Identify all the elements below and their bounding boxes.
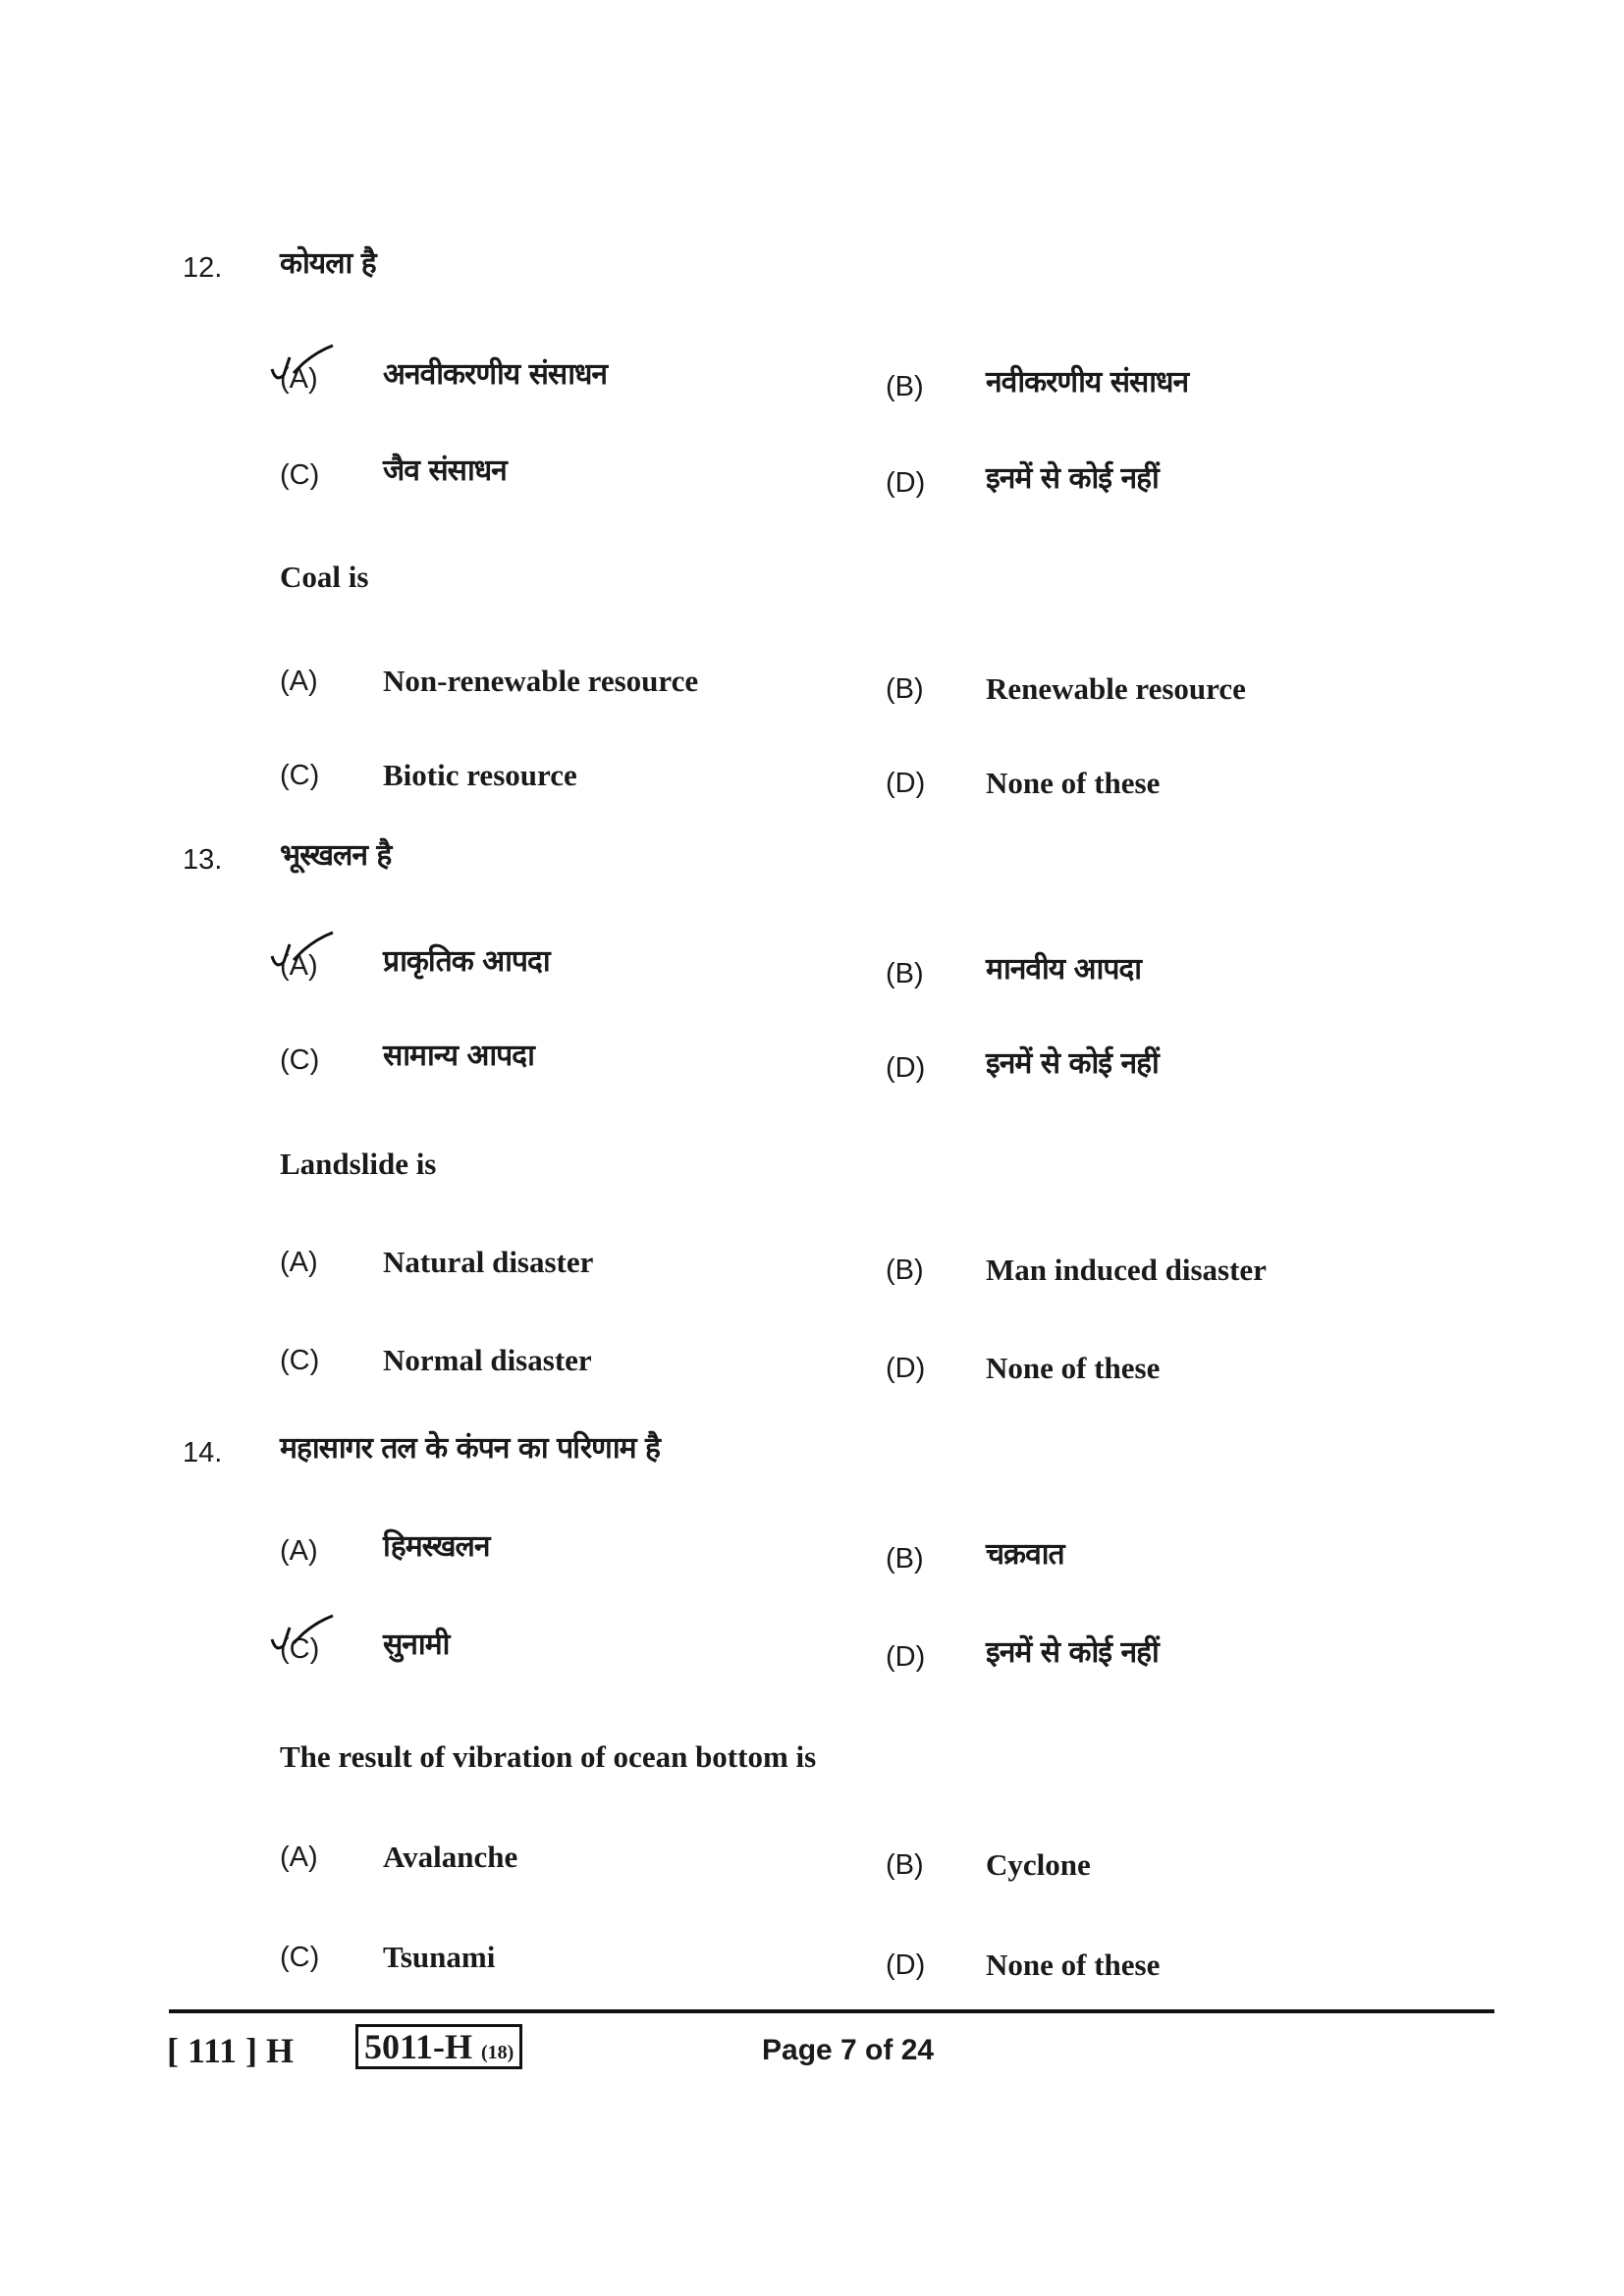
option-label-hindi[interactable]: (D)	[886, 1052, 926, 1084]
page-number: Page 7 of 24	[762, 2034, 935, 2066]
option-label-english[interactable]: (A)	[280, 1247, 318, 1278]
option-text-english[interactable]: Non-renewable resource	[383, 664, 699, 698]
option-text-hindi[interactable]: जैव संसाधन	[383, 454, 507, 488]
option-text-hindi[interactable]: अनवीकरणीय संसाधन	[383, 357, 608, 392]
option-text-hindi[interactable]: नवीकरणीय संसाधन	[986, 365, 1189, 400]
option-text-english[interactable]: None of these	[986, 1351, 1161, 1385]
option-label-english[interactable]: (C)	[280, 1345, 320, 1376]
option-label-english[interactable]: (D)	[886, 1949, 926, 1981]
option-label-hindi[interactable]: (A)	[280, 950, 318, 982]
option-text-english[interactable]: Normal disaster	[383, 1343, 592, 1377]
footer-divider	[169, 2009, 1494, 2013]
option-text-hindi[interactable]: इनमें से कोई नहीं	[986, 1635, 1159, 1670]
option-label-hindi[interactable]: (B)	[886, 371, 924, 402]
option-label-english[interactable]: (C)	[280, 760, 320, 791]
option-text-hindi[interactable]: मानवीय आपदा	[986, 952, 1142, 987]
question-number: 14.	[183, 1437, 223, 1468]
question-text-english: Coal is	[280, 560, 369, 594]
answer-tick-mark-icon	[268, 344, 337, 383]
option-text-hindi[interactable]: चक्रवात	[986, 1537, 1064, 1572]
option-text-english[interactable]: Man induced disaster	[986, 1253, 1267, 1287]
option-label-english[interactable]: (C)	[280, 1942, 320, 1973]
option-label-english[interactable]: (A)	[280, 1842, 318, 1873]
option-text-english[interactable]: Biotic resource	[383, 758, 577, 792]
paper-code: 5011-H	[364, 2027, 473, 2066]
option-text-hindi[interactable]: सुनामी	[383, 1628, 450, 1662]
option-text-english[interactable]: Renewable resource	[986, 671, 1246, 706]
answer-tick-mark-icon	[268, 1614, 337, 1653]
option-text-english[interactable]: Cyclone	[986, 1847, 1091, 1882]
option-text-english[interactable]: Avalanche	[383, 1840, 518, 1874]
question-number: 13.	[183, 844, 223, 876]
option-text-hindi[interactable]: इनमें से कोई नहीं	[986, 1046, 1159, 1081]
option-text-hindi[interactable]: इनमें से कोई नहीं	[986, 461, 1159, 496]
option-label-english[interactable]: (D)	[886, 768, 926, 799]
footer-series: [ 111 ] H	[167, 2031, 295, 2070]
option-label-hindi[interactable]: (C)	[280, 459, 320, 491]
option-label-english[interactable]: (A)	[280, 666, 318, 697]
option-label-english[interactable]: (D)	[886, 1353, 926, 1384]
question-number: 12.	[183, 252, 223, 284]
option-text-hindi[interactable]: सामान्य आपदा	[383, 1039, 534, 1073]
option-label-hindi[interactable]: (D)	[886, 1641, 926, 1673]
option-label-english[interactable]: (B)	[886, 1849, 924, 1881]
option-label-english[interactable]: (B)	[886, 673, 924, 705]
question-text-english: Landslide is	[280, 1147, 437, 1181]
option-label-hindi[interactable]: (B)	[886, 958, 924, 989]
option-text-english[interactable]: None of these	[986, 1948, 1161, 1982]
option-text-english[interactable]: Natural disaster	[383, 1245, 594, 1279]
paper-code-box	[355, 2026, 522, 2067]
question-text-hindi: कोयला है	[280, 246, 376, 281]
option-label-hindi[interactable]: (C)	[280, 1044, 320, 1076]
option-text-hindi[interactable]: प्राकृतिक आपदा	[383, 944, 550, 979]
paper-code-suffix: (18)	[481, 2042, 514, 2063]
option-label-hindi[interactable]: (A)	[280, 1535, 318, 1567]
question-text-english: The result of vibration of ocean bottom is	[280, 1739, 817, 1774]
option-text-hindi[interactable]: हिमस्खलन	[383, 1529, 490, 1564]
option-label-hindi[interactable]: (A)	[280, 363, 318, 395]
option-text-english[interactable]: None of these	[986, 766, 1161, 800]
option-text-english[interactable]: Tsunami	[383, 1940, 496, 1974]
option-label-hindi[interactable]: (C)	[280, 1633, 320, 1665]
question-text-hindi: भूस्खलन है	[280, 838, 392, 873]
question-text-hindi: महासागर तल के कंपन का परिणाम है	[280, 1431, 660, 1466]
option-label-hindi[interactable]: (D)	[886, 467, 926, 499]
option-label-hindi[interactable]: (B)	[886, 1543, 924, 1575]
option-label-english[interactable]: (B)	[886, 1255, 924, 1286]
answer-tick-mark-icon	[268, 931, 337, 970]
